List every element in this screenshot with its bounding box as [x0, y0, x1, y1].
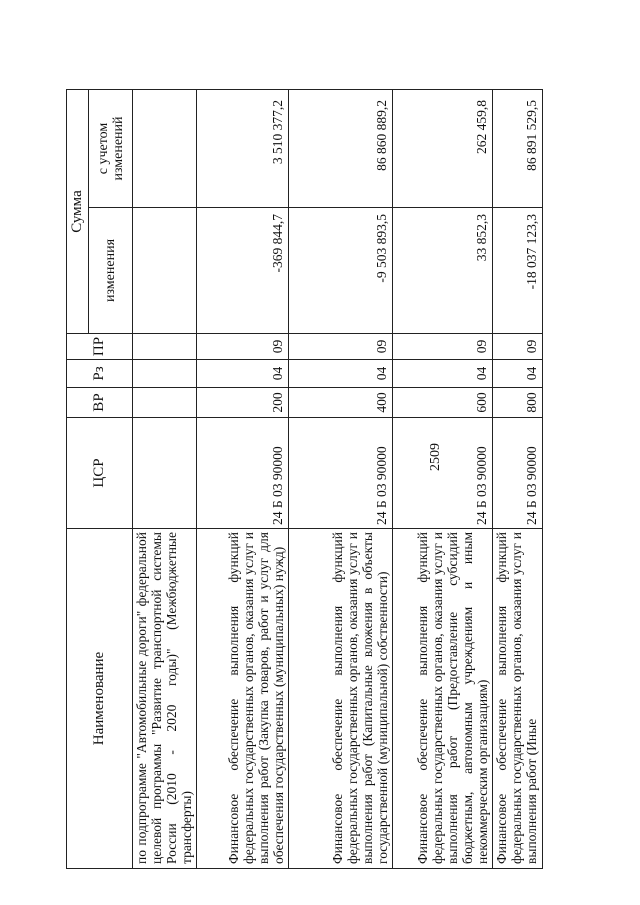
header-vr: ВР [67, 388, 133, 418]
row-name: по подпрограмме "Автомобильные дороги" федеральной целевой программы "Развитие транспортной системы России (2010 - 2020 годы)" (Межбюджетные трансферты) [133, 529, 197, 869]
row-name: Финансовое обеспечение выполнения функций федеральных государственных органов, оказания услуг и выполнения работ (Закупка товаров, работ и услуг для обеспечения государственных (муниципальных) нужд) [197, 529, 289, 869]
row-name: Финансовое обеспечение выполнения функций федеральных государственных органов, оказания услуг и выполнения работ (Иные [493, 529, 543, 869]
row-change [133, 208, 197, 334]
row-pr: 09 [393, 334, 493, 360]
row-pr [133, 334, 197, 360]
row-csr [133, 418, 197, 529]
header-sum: Сумма [67, 90, 89, 334]
row-total [133, 90, 197, 208]
row-pr: 09 [197, 334, 289, 360]
row-csr: 24 Б 03 90000 [197, 418, 289, 529]
row-name: Финансовое обеспечение выполнения функций федеральных государственных органов, оказания услуг и выполнения работ (Предоставление субсидий бюджетным, автономным учреждениям и иным некоммерческим организациям) [393, 529, 493, 869]
table-row [197, 90, 289, 869]
row-vr [133, 388, 197, 418]
table-row [493, 90, 543, 869]
row-vr: 600 [393, 388, 493, 418]
row-name: Финансовое обеспечение выполнения функций федеральных государственных органов, оказания услуг и выполнения работ (Капитальные вложения в объекты государственной (муниципальной) собственности) [289, 529, 393, 869]
row-csr: 24 Б 03 90000 [393, 418, 493, 529]
table-row [393, 90, 493, 869]
header-pr: ПР [67, 334, 133, 360]
row-total: 262 459,8 [393, 90, 493, 208]
row-change: -18 037 123,3 [493, 208, 543, 334]
row-csr: 24 Б 03 90000 [493, 418, 543, 529]
row-vr: 200 [197, 388, 289, 418]
header-rz: Рз [67, 360, 133, 388]
row-change: 33 852,3 [393, 208, 493, 334]
row-change: -369 844,7 [197, 208, 289, 334]
row-total: 3 510 377,2 [197, 90, 289, 208]
row-change: -9 503 893,5 [289, 208, 393, 334]
table-row [289, 90, 393, 869]
row-rz: 04 [197, 360, 289, 388]
row-vr: 400 [289, 388, 393, 418]
header-with-changes: с учетом изменений [89, 90, 133, 208]
row-total: 86 891 529,5 [493, 90, 543, 208]
header-csr: ЦСР [67, 418, 133, 529]
row-vr: 800 [493, 388, 543, 418]
budget-table [66, 89, 543, 869]
row-rz: 04 [393, 360, 493, 388]
row-csr: 24 Б 03 90000 [289, 418, 393, 529]
row-rz: 04 [289, 360, 393, 388]
row-pr: 09 [289, 334, 393, 360]
row-pr: 09 [493, 334, 543, 360]
table-row [133, 90, 197, 869]
header-changes: изменения [89, 208, 133, 334]
row-rz: 04 [493, 360, 543, 388]
header-name: Наименование [67, 529, 133, 869]
row-total: 86 860 889,2 [289, 90, 393, 208]
row-rz [133, 360, 197, 388]
page-number: 2509 [428, 443, 443, 471]
